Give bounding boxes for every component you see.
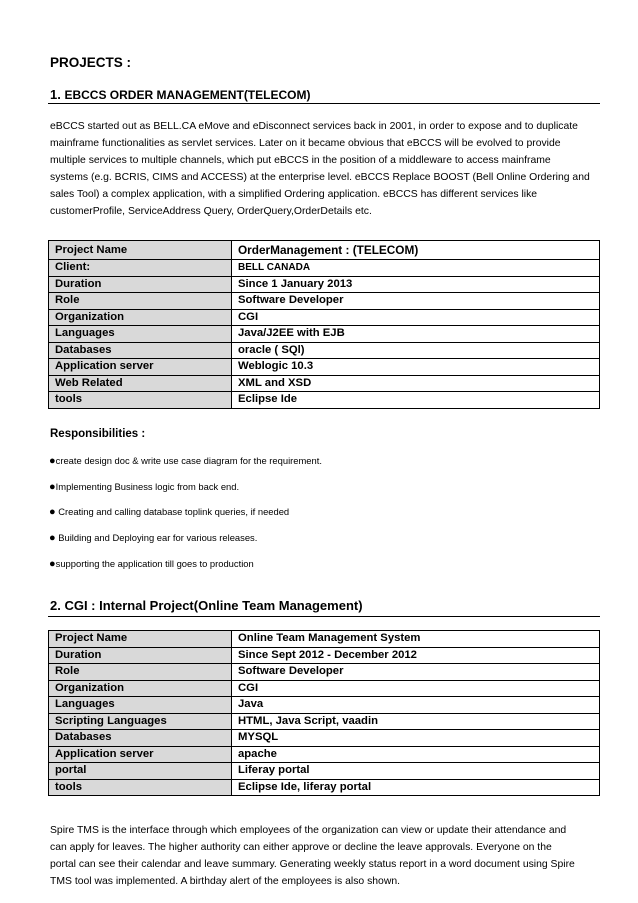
table-row	[49, 309, 600, 326]
row-label: tools	[49, 392, 232, 409]
row-label: tools	[49, 779, 232, 796]
table-row	[49, 746, 600, 763]
table-row	[49, 392, 600, 409]
description-line: eBCCS started out as BELL.CA eMove and eDisconnect services back in 2001, in order to expose and to duplicate	[50, 121, 578, 132]
table-row	[49, 730, 600, 747]
responsibilities-title: Responsibilities :	[50, 428, 146, 440]
row-label: Organization	[49, 309, 232, 326]
bullet-icon: ●	[49, 455, 56, 467]
project1-info-table	[48, 240, 600, 409]
table-row	[49, 763, 600, 780]
row-label: Scripting Languages	[49, 713, 232, 730]
row-value: Eclipse Ide, liferay portal	[232, 779, 600, 796]
project2-title-rule	[48, 616, 600, 617]
row-value: MYSQL	[232, 730, 600, 747]
project2-description	[50, 822, 602, 890]
row-value: oracle ( SQl)	[232, 342, 600, 359]
table-row	[49, 680, 600, 697]
table-row	[49, 342, 600, 359]
row-value: XML and XSD	[232, 375, 600, 392]
row-label: portal	[49, 763, 232, 780]
table-row	[49, 375, 600, 392]
bullet-icon: ●	[49, 558, 56, 570]
project2-info-table	[48, 630, 600, 796]
row-label: Client:	[49, 260, 232, 277]
description-line: Spire TMS is the interface through which employees of the organization can view or update their attendance and	[50, 825, 567, 836]
row-value: CGI	[232, 309, 600, 326]
project2-title: 2. CGI : Internal Project(Online Team Management)	[50, 598, 363, 613]
row-label: Duration	[49, 276, 232, 293]
project1-title-caps: EBCCS ORDER MANAGEMENT	[64, 88, 244, 102]
row-label: Project Name	[49, 631, 232, 648]
row-value: Java	[232, 697, 600, 714]
row-label: Application server	[49, 746, 232, 763]
list-item	[49, 481, 239, 493]
project1-number: 1.	[50, 87, 61, 102]
row-value: Since Sept 2012 - December 2012	[232, 647, 600, 664]
bullet-icon: ●	[49, 481, 56, 493]
description-line: TMS tool was implemented. A birthday alert of the employees is also shown.	[50, 876, 400, 887]
table-row	[49, 713, 600, 730]
description-line: mainframe functionalities as servlet services. Later on it became obvious that eBCCS will be evolved to provide	[50, 138, 561, 149]
projects-heading: PROJECTS :	[50, 55, 132, 70]
list-item-text: Creating and calling database toplink queries, if needed	[55, 506, 290, 517]
list-item	[49, 455, 322, 467]
table-row	[49, 631, 600, 648]
table-row	[49, 276, 600, 293]
table-row	[49, 697, 600, 714]
row-value: OrderManagement : (TELECOM)	[232, 241, 600, 260]
description-line: portal can see their calendar and leave summary. Generating weekly status report in a word document using Spire	[50, 859, 575, 870]
description-line: multiple services to multiple channels, which put eBCCS in the position of a middleware to access mainframe	[50, 155, 551, 166]
row-value: Weblogic 10.3	[232, 359, 600, 376]
row-label: Application server	[49, 359, 232, 376]
row-label: Project Name	[49, 241, 232, 260]
description-line: sales Tool) a complex application, with a simplified Ordering application. eBCCS has different services like	[50, 189, 538, 200]
row-label: Role	[49, 293, 232, 310]
list-item	[49, 532, 257, 544]
description-line: systems (e.g. BCRIS, CIMS and ACCESS) at the enterprise level. eBCCS Replace BOOST (Bell Online Ordering and	[50, 172, 590, 183]
project1-title	[50, 87, 310, 102]
row-value: Liferay portal	[232, 763, 600, 780]
list-item-text: create design doc & write use case diagram for the requirement.	[55, 455, 322, 466]
table-row	[49, 359, 600, 376]
table-row	[49, 779, 600, 796]
table-row	[49, 326, 600, 343]
row-value: Since 1 January 2013	[232, 276, 600, 293]
row-value: Software Developer	[232, 293, 600, 310]
list-item-text: supporting the application till goes to production	[55, 558, 254, 569]
project1-title-rule	[48, 103, 600, 104]
row-label: Duration	[49, 647, 232, 664]
list-item-text: Building and Deploying ear for various releases.	[55, 532, 258, 543]
row-label: Web Related	[49, 375, 232, 392]
project1-title-paren: (TELECOM)	[243, 88, 311, 102]
row-value: apache	[232, 746, 600, 763]
row-label: Databases	[49, 342, 232, 359]
bullet-icon: ●	[49, 532, 56, 544]
list-item-text: Implementing Business logic from back end.	[55, 481, 240, 492]
list-item	[49, 558, 254, 570]
table-row	[49, 647, 600, 664]
row-label: Languages	[49, 326, 232, 343]
row-value: Eclipse Ide	[232, 392, 600, 409]
row-value: Software Developer	[232, 664, 600, 681]
project1-description	[50, 118, 602, 220]
list-item	[49, 506, 289, 518]
row-value: Online Team Management System	[232, 631, 600, 648]
description-line: can apply for leaves. The higher authority can either approve or decline the leave approvals. Everyone on the	[50, 842, 552, 853]
row-value: HTML, Java Script, vaadin	[232, 713, 600, 730]
row-value: BELL CANADA	[232, 260, 600, 277]
row-value: CGI	[232, 680, 600, 697]
row-label: Role	[49, 664, 232, 681]
row-label: Organization	[49, 680, 232, 697]
table-row	[49, 260, 600, 277]
table-row	[49, 293, 600, 310]
table-row	[49, 241, 600, 260]
description-line: customerProfile, ServiceAddress Query, OrderQuery,OrderDetails etc.	[50, 206, 372, 217]
row-label: Languages	[49, 697, 232, 714]
row-value: Java/J2EE with EJB	[232, 326, 600, 343]
table-row	[49, 664, 600, 681]
row-label: Databases	[49, 730, 232, 747]
bullet-icon: ●	[49, 506, 56, 518]
